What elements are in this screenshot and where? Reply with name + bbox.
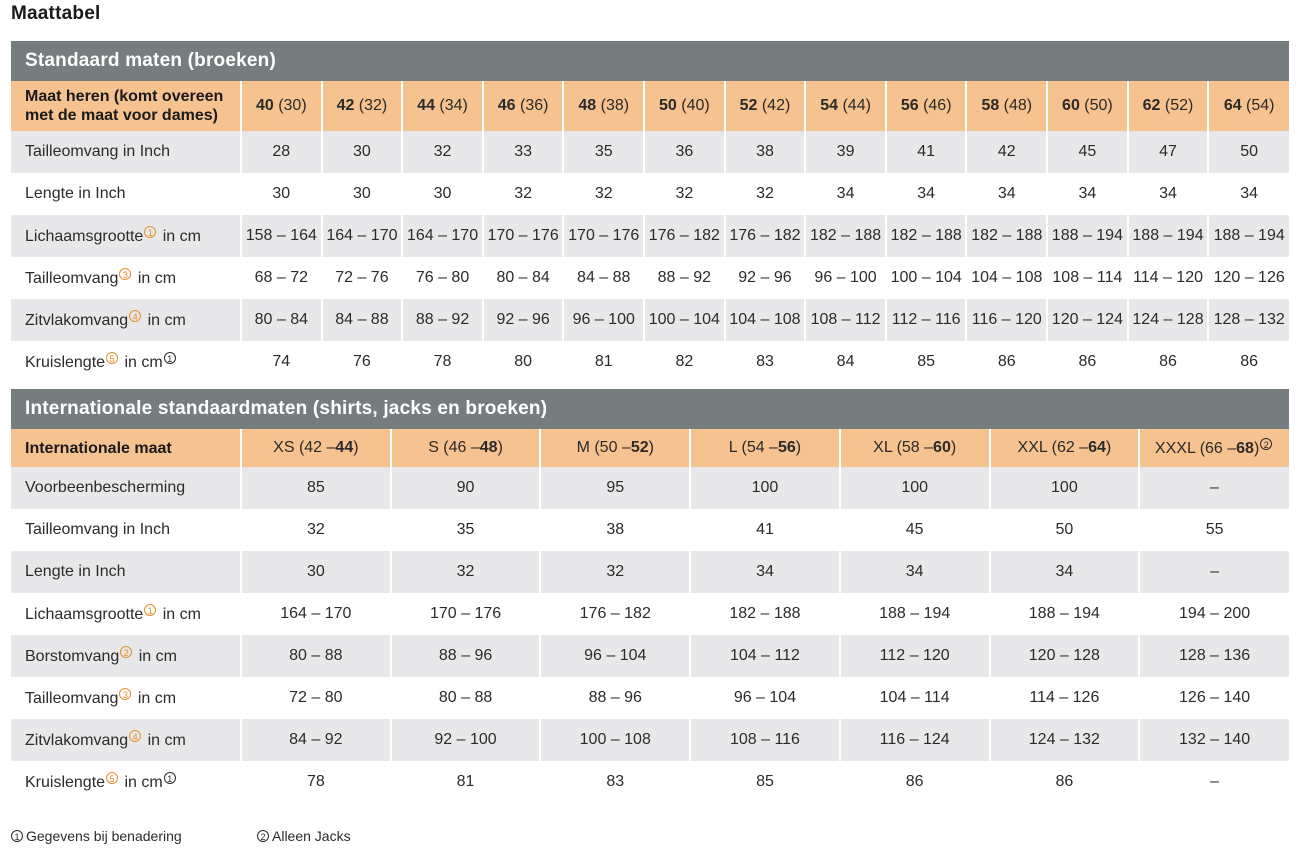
row-label — [11, 509, 241, 551]
size-alt: (34) — [434, 97, 468, 114]
table-cell: 92 – 100 — [391, 719, 541, 761]
table-cell: 114 – 126 — [990, 677, 1140, 719]
table-cell: 100 — [690, 467, 840, 509]
table-cell: 88 – 92 — [644, 257, 725, 299]
table-cell: 81 — [563, 341, 644, 383]
row-label-text: Lichaamsgrootte — [25, 606, 144, 623]
size-range-prefix: L (54 – — [728, 439, 778, 456]
size-number: 50 — [659, 97, 677, 114]
size-header-cell — [644, 81, 725, 131]
table-cell: 34 — [1047, 173, 1128, 215]
size-alt: (42) — [757, 97, 791, 114]
table-cell: 188 – 194 — [1208, 215, 1289, 257]
table-cell: 74 — [241, 341, 322, 383]
row-label-unit: in cm — [120, 774, 163, 791]
table-cell: 92 – 96 — [725, 257, 806, 299]
row-label-text: Kruislengte — [25, 354, 106, 371]
row-label-text: Zitvlakomvang — [25, 312, 129, 329]
table-cell: 78 — [241, 761, 391, 803]
international-size-table — [11, 389, 1289, 803]
row-label-text: Voorbeenbescherming — [25, 479, 186, 496]
table-cell: 170 – 176 — [483, 215, 564, 257]
table-cell: 32 — [563, 173, 644, 215]
footnote-marker-icon: 1 — [144, 226, 156, 238]
table-cell: 182 – 188 — [886, 215, 967, 257]
row-label — [11, 467, 241, 509]
size-range-prefix: M (50 – — [576, 439, 631, 456]
table-cell: 194 – 200 — [1139, 593, 1289, 635]
table-cell: 84 – 92 — [241, 719, 391, 761]
table-cell: 32 — [483, 173, 564, 215]
size-range-bold: 60 — [933, 439, 951, 456]
table-cell: 36 — [644, 131, 725, 173]
size-number: 42 — [336, 97, 355, 114]
table-cell: 176 – 182 — [725, 215, 806, 257]
table-cell: 114 – 120 — [1128, 257, 1209, 299]
table-cell: 88 – 96 — [540, 677, 690, 719]
size-header-cell — [990, 429, 1140, 467]
row-label-text: Borstomvang — [25, 648, 120, 665]
table-cell: 32 — [644, 173, 725, 215]
footnote-marker-icon: 1 — [164, 772, 176, 784]
table-cell: 176 – 182 — [644, 215, 725, 257]
size-number: 40 — [255, 97, 274, 114]
table-cell: 81 — [391, 761, 541, 803]
size-header-row — [11, 429, 1289, 467]
table-cell: 42 — [966, 131, 1047, 173]
size-alt: (40) — [676, 97, 710, 114]
table-cell: 120 – 126 — [1208, 257, 1289, 299]
footnote-marker-icon: 4 — [129, 310, 141, 322]
table-cell: 112 – 120 — [840, 635, 990, 677]
table-cell: 164 – 170 — [322, 215, 403, 257]
table-cell: 86 — [1047, 341, 1128, 383]
row-label — [11, 215, 241, 257]
table-cell: 32 — [241, 509, 391, 551]
table-cell: 39 — [805, 131, 886, 173]
table-cell: 34 — [886, 173, 967, 215]
table-cell: 182 – 188 — [805, 215, 886, 257]
section-header-international — [11, 389, 1289, 429]
footnote-marker-icon: 3 — [119, 268, 131, 280]
table-cell: 30 — [322, 131, 403, 173]
row-label-text: Lengte in Inch — [25, 563, 126, 580]
table-cell: 72 – 80 — [241, 677, 391, 719]
table-cell: 116 – 120 — [966, 299, 1047, 341]
table-cell: 80 – 88 — [241, 635, 391, 677]
table-cell: 47 — [1128, 131, 1209, 173]
table-cell: 132 – 140 — [1139, 719, 1289, 761]
footnote-text: Alleen Jacks — [272, 828, 351, 844]
table-cell: 100 — [990, 467, 1140, 509]
footnote-marker-icon: 1 — [164, 352, 176, 364]
size-number: 62 — [1142, 97, 1161, 114]
table-cell: 84 — [805, 341, 886, 383]
footnote-marker-icon: 3 — [119, 688, 131, 700]
size-alt: (46) — [918, 97, 952, 114]
table-cell: 80 – 88 — [391, 677, 541, 719]
size-header-label: Maat heren (komt overeen met de maat voor dames) — [11, 81, 241, 131]
section-title: Standaard maten (broeken) — [11, 41, 1289, 81]
table-cell: 83 — [540, 761, 690, 803]
footnote-marker: 2 — [257, 830, 269, 842]
footnote-marker-icon: 2 — [1260, 438, 1272, 450]
table-cell: 30 — [402, 173, 483, 215]
table-cell: 34 — [966, 173, 1047, 215]
table-cell: 32 — [540, 551, 690, 593]
table-cell: 34 — [1128, 173, 1209, 215]
table-cell: 82 — [644, 341, 725, 383]
size-range-bold: 52 — [630, 439, 649, 456]
table-cell: 86 — [1208, 341, 1289, 383]
footnote-marker-icon: 5 — [106, 772, 118, 784]
table-cell: 80 – 84 — [483, 257, 564, 299]
section-title: Internationale standaardmaten (shirts, jacks en broeken) — [11, 389, 1289, 429]
size-number: 52 — [739, 97, 758, 114]
table-row — [11, 131, 1289, 173]
size-number: 58 — [981, 97, 1000, 114]
size-alt: (30) — [273, 97, 307, 114]
table-cell: 83 — [725, 341, 806, 383]
size-range-prefix: S (46 – — [428, 439, 480, 456]
table-cell: 50 — [1208, 131, 1289, 173]
size-header-cell — [391, 429, 541, 467]
table-cell: 124 – 132 — [990, 719, 1140, 761]
size-range-prefix: XXXL (66 – — [1154, 440, 1237, 457]
table-cell: 41 — [886, 131, 967, 173]
table-cell: 112 – 116 — [886, 299, 967, 341]
footnote-1 — [11, 828, 182, 844]
footnote-text: Gegevens bij benadering — [26, 828, 182, 844]
table-cell: 32 — [391, 551, 541, 593]
table-cell: 96 – 104 — [540, 635, 690, 677]
table-cell: 86 — [840, 761, 990, 803]
row-label-text: Kruislengte — [25, 774, 106, 791]
table-cell: 104 – 112 — [690, 635, 840, 677]
table-cell: 120 – 124 — [1047, 299, 1128, 341]
row-label — [11, 635, 241, 677]
table-cell: 100 — [840, 467, 990, 509]
size-range-close: ) — [648, 439, 654, 456]
row-label — [11, 677, 241, 719]
size-number: 56 — [900, 97, 919, 114]
row-label-text: Tailleomvang — [25, 270, 119, 287]
section-header-standard — [11, 41, 1289, 81]
row-label-unit: in cm — [133, 270, 177, 287]
table-cell: 84 – 88 — [322, 299, 403, 341]
size-header-row — [11, 81, 1289, 131]
table-row — [11, 257, 1289, 299]
table-row — [11, 551, 1289, 593]
table-cell: 80 — [483, 341, 564, 383]
table-cell: 170 – 176 — [563, 215, 644, 257]
row-label-text: Zitvlakomvang — [25, 732, 129, 749]
size-alt: (48) — [999, 97, 1033, 114]
table-cell: 34 — [1208, 173, 1289, 215]
table-cell: 170 – 176 — [391, 593, 541, 635]
table-cell: 80 – 84 — [241, 299, 322, 341]
size-alt: (36) — [515, 97, 549, 114]
size-range-bold: 48 — [479, 439, 498, 456]
footnote-marker-icon: 2 — [120, 646, 132, 658]
table-cell: 164 – 170 — [241, 593, 391, 635]
size-range-close: ) — [497, 439, 503, 456]
size-header-cell — [966, 81, 1047, 131]
standard-size-table — [11, 41, 1289, 383]
table-cell: 32 — [402, 131, 483, 173]
table-cell: 176 – 182 — [540, 593, 690, 635]
table-cell: – — [1139, 467, 1289, 509]
size-range-bold: 64 — [1088, 439, 1106, 456]
page-title: Maattabel — [11, 3, 101, 24]
table-cell: 188 – 194 — [840, 593, 990, 635]
table-cell: 85 — [690, 761, 840, 803]
table-cell: 182 – 188 — [966, 215, 1047, 257]
row-label — [11, 551, 241, 593]
table-cell: 68 – 72 — [241, 257, 322, 299]
table-row — [11, 299, 1289, 341]
size-alt: (38) — [596, 97, 630, 114]
row-label-unit: in cm — [143, 312, 186, 329]
table-cell: 35 — [391, 509, 541, 551]
table-row — [11, 215, 1289, 257]
size-header-cell — [840, 429, 990, 467]
row-label — [11, 299, 241, 341]
size-range-close: ) — [795, 439, 802, 456]
size-header-cell — [886, 81, 967, 131]
footnote-marker-icon: 4 — [129, 730, 141, 742]
size-number: 60 — [1062, 97, 1080, 114]
table-cell: 188 – 194 — [1047, 215, 1128, 257]
row-label-unit: in cm — [120, 354, 163, 371]
size-range-prefix: XL (58 – — [873, 439, 934, 456]
table-cell: 78 — [402, 341, 483, 383]
row-label-unit: in cm — [133, 690, 177, 707]
table-cell: 34 — [840, 551, 990, 593]
table-cell: 108 – 112 — [805, 299, 886, 341]
size-header-cell — [322, 81, 403, 131]
size-number: 46 — [497, 97, 516, 114]
row-label — [11, 173, 241, 215]
row-label — [11, 593, 241, 635]
table-cell: 100 – 104 — [644, 299, 725, 341]
table-cell: – — [1139, 551, 1289, 593]
size-header-cell — [241, 429, 391, 467]
table-cell: 50 — [990, 509, 1140, 551]
table-cell: – — [1139, 761, 1289, 803]
table-row — [11, 173, 1289, 215]
size-header-cell — [402, 81, 483, 131]
size-alt: (54) — [1241, 97, 1275, 114]
size-header-cell — [1128, 81, 1209, 131]
size-header-cell — [1047, 81, 1128, 131]
table-cell: 76 – 80 — [402, 257, 483, 299]
table-cell: 72 – 76 — [322, 257, 403, 299]
table-cell: 86 — [990, 761, 1140, 803]
footnote-marker-icon: 1 — [144, 604, 156, 616]
size-range-close: ) — [353, 439, 359, 456]
table-cell: 38 — [540, 509, 690, 551]
size-range-prefix: XXL (62 – — [1017, 439, 1089, 456]
size-number: 64 — [1223, 97, 1242, 114]
row-label-unit: in cm — [158, 606, 201, 623]
size-alt: (32) — [354, 97, 388, 114]
table-cell: 96 – 104 — [690, 677, 840, 719]
row-label-text: Tailleomvang in Inch — [25, 143, 170, 160]
table-cell: 85 — [886, 341, 967, 383]
table-cell: 188 – 194 — [990, 593, 1140, 635]
table-cell: 108 – 114 — [1047, 257, 1128, 299]
table-cell: 104 – 114 — [840, 677, 990, 719]
size-header-cell — [1139, 429, 1289, 467]
table-row — [11, 677, 1289, 719]
table-cell: 30 — [241, 173, 322, 215]
table-row — [11, 761, 1289, 803]
size-range-prefix: XS (42 – — [273, 439, 336, 456]
size-number: 54 — [820, 97, 839, 114]
row-label-unit: in cm — [143, 732, 186, 749]
size-header-cell — [563, 81, 644, 131]
table-row — [11, 341, 1289, 383]
size-alt: (44) — [838, 97, 871, 114]
table-cell: 116 – 124 — [840, 719, 990, 761]
table-cell: 100 – 108 — [540, 719, 690, 761]
table-cell: 104 – 108 — [966, 257, 1047, 299]
row-label-unit: in cm — [158, 228, 201, 245]
footnote-marker-icon: 5 — [106, 352, 118, 364]
table-cell: 30 — [322, 173, 403, 215]
size-header-cell — [540, 429, 690, 467]
table-row — [11, 635, 1289, 677]
table-row — [11, 509, 1289, 551]
table-cell: 108 – 116 — [690, 719, 840, 761]
table-cell: 28 — [241, 131, 322, 173]
size-header-cell — [725, 81, 806, 131]
size-range-bold: 44 — [335, 439, 354, 456]
table-cell: 164 – 170 — [402, 215, 483, 257]
footnote-marker: 1 — [11, 830, 23, 842]
table-cell: 34 — [690, 551, 840, 593]
table-cell: 30 — [241, 551, 391, 593]
table-row — [11, 593, 1289, 635]
size-range-bold: 68 — [1236, 440, 1254, 457]
table-cell: 45 — [840, 509, 990, 551]
table-cell: 104 – 108 — [725, 299, 806, 341]
table-cell: 86 — [1128, 341, 1209, 383]
table-cell: 96 – 100 — [805, 257, 886, 299]
table-cell: 55 — [1139, 509, 1289, 551]
table-cell: 41 — [690, 509, 840, 551]
table-row — [11, 467, 1289, 509]
size-range-bold: 56 — [778, 439, 796, 456]
table-cell: 86 — [966, 341, 1047, 383]
size-alt: (50) — [1079, 97, 1113, 114]
table-cell: 32 — [725, 173, 806, 215]
table-cell: 100 – 104 — [886, 257, 967, 299]
size-range-close: ) — [1105, 439, 1112, 456]
table-cell: 85 — [241, 467, 391, 509]
row-label — [11, 761, 241, 803]
table-cell: 34 — [990, 551, 1140, 593]
table-cell: 188 – 194 — [1128, 215, 1209, 257]
size-header-cell — [1208, 81, 1289, 131]
size-header-cell — [241, 81, 322, 131]
row-label-text: Lengte in Inch — [25, 185, 126, 202]
table-cell: 128 – 132 — [1208, 299, 1289, 341]
table-cell: 96 – 100 — [563, 299, 644, 341]
row-label-text: Lichaamsgrootte — [25, 228, 144, 245]
row-label — [11, 131, 241, 173]
row-label-text: Tailleomvang — [25, 690, 119, 707]
size-range-close: ) — [950, 439, 957, 456]
table-cell: 45 — [1047, 131, 1128, 173]
table-cell: 92 – 96 — [483, 299, 564, 341]
table-cell: 182 – 188 — [690, 593, 840, 635]
table-cell: 128 – 136 — [1139, 635, 1289, 677]
table-cell: 35 — [563, 131, 644, 173]
table-cell: 95 — [540, 467, 690, 509]
size-number: 48 — [578, 97, 597, 114]
table-cell: 38 — [725, 131, 806, 173]
table-cell: 88 – 96 — [391, 635, 541, 677]
table-cell: 84 – 88 — [563, 257, 644, 299]
table-cell: 158 – 164 — [241, 215, 322, 257]
table-cell: 76 — [322, 341, 403, 383]
size-range-close: ) — [1253, 440, 1260, 457]
table-cell: 120 – 128 — [990, 635, 1140, 677]
size-header-cell — [483, 81, 564, 131]
size-number: 44 — [417, 97, 435, 114]
row-label — [11, 719, 241, 761]
footnote-2 — [257, 828, 351, 844]
row-label — [11, 341, 241, 383]
table-cell: 34 — [805, 173, 886, 215]
size-alt: (52) — [1160, 97, 1194, 114]
table-cell: 124 – 128 — [1128, 299, 1209, 341]
table-row — [11, 719, 1289, 761]
table-cell: 90 — [391, 467, 541, 509]
size-header-cell — [805, 81, 886, 131]
row-label-unit: in cm — [134, 648, 177, 665]
size-header-cell — [690, 429, 840, 467]
table-cell: 33 — [483, 131, 564, 173]
table-cell: 126 – 140 — [1139, 677, 1289, 719]
table-cell: 88 – 92 — [402, 299, 483, 341]
row-label — [11, 257, 241, 299]
row-label-text: Tailleomvang in Inch — [25, 521, 170, 538]
size-header-label: Internationale maat — [11, 429, 241, 467]
